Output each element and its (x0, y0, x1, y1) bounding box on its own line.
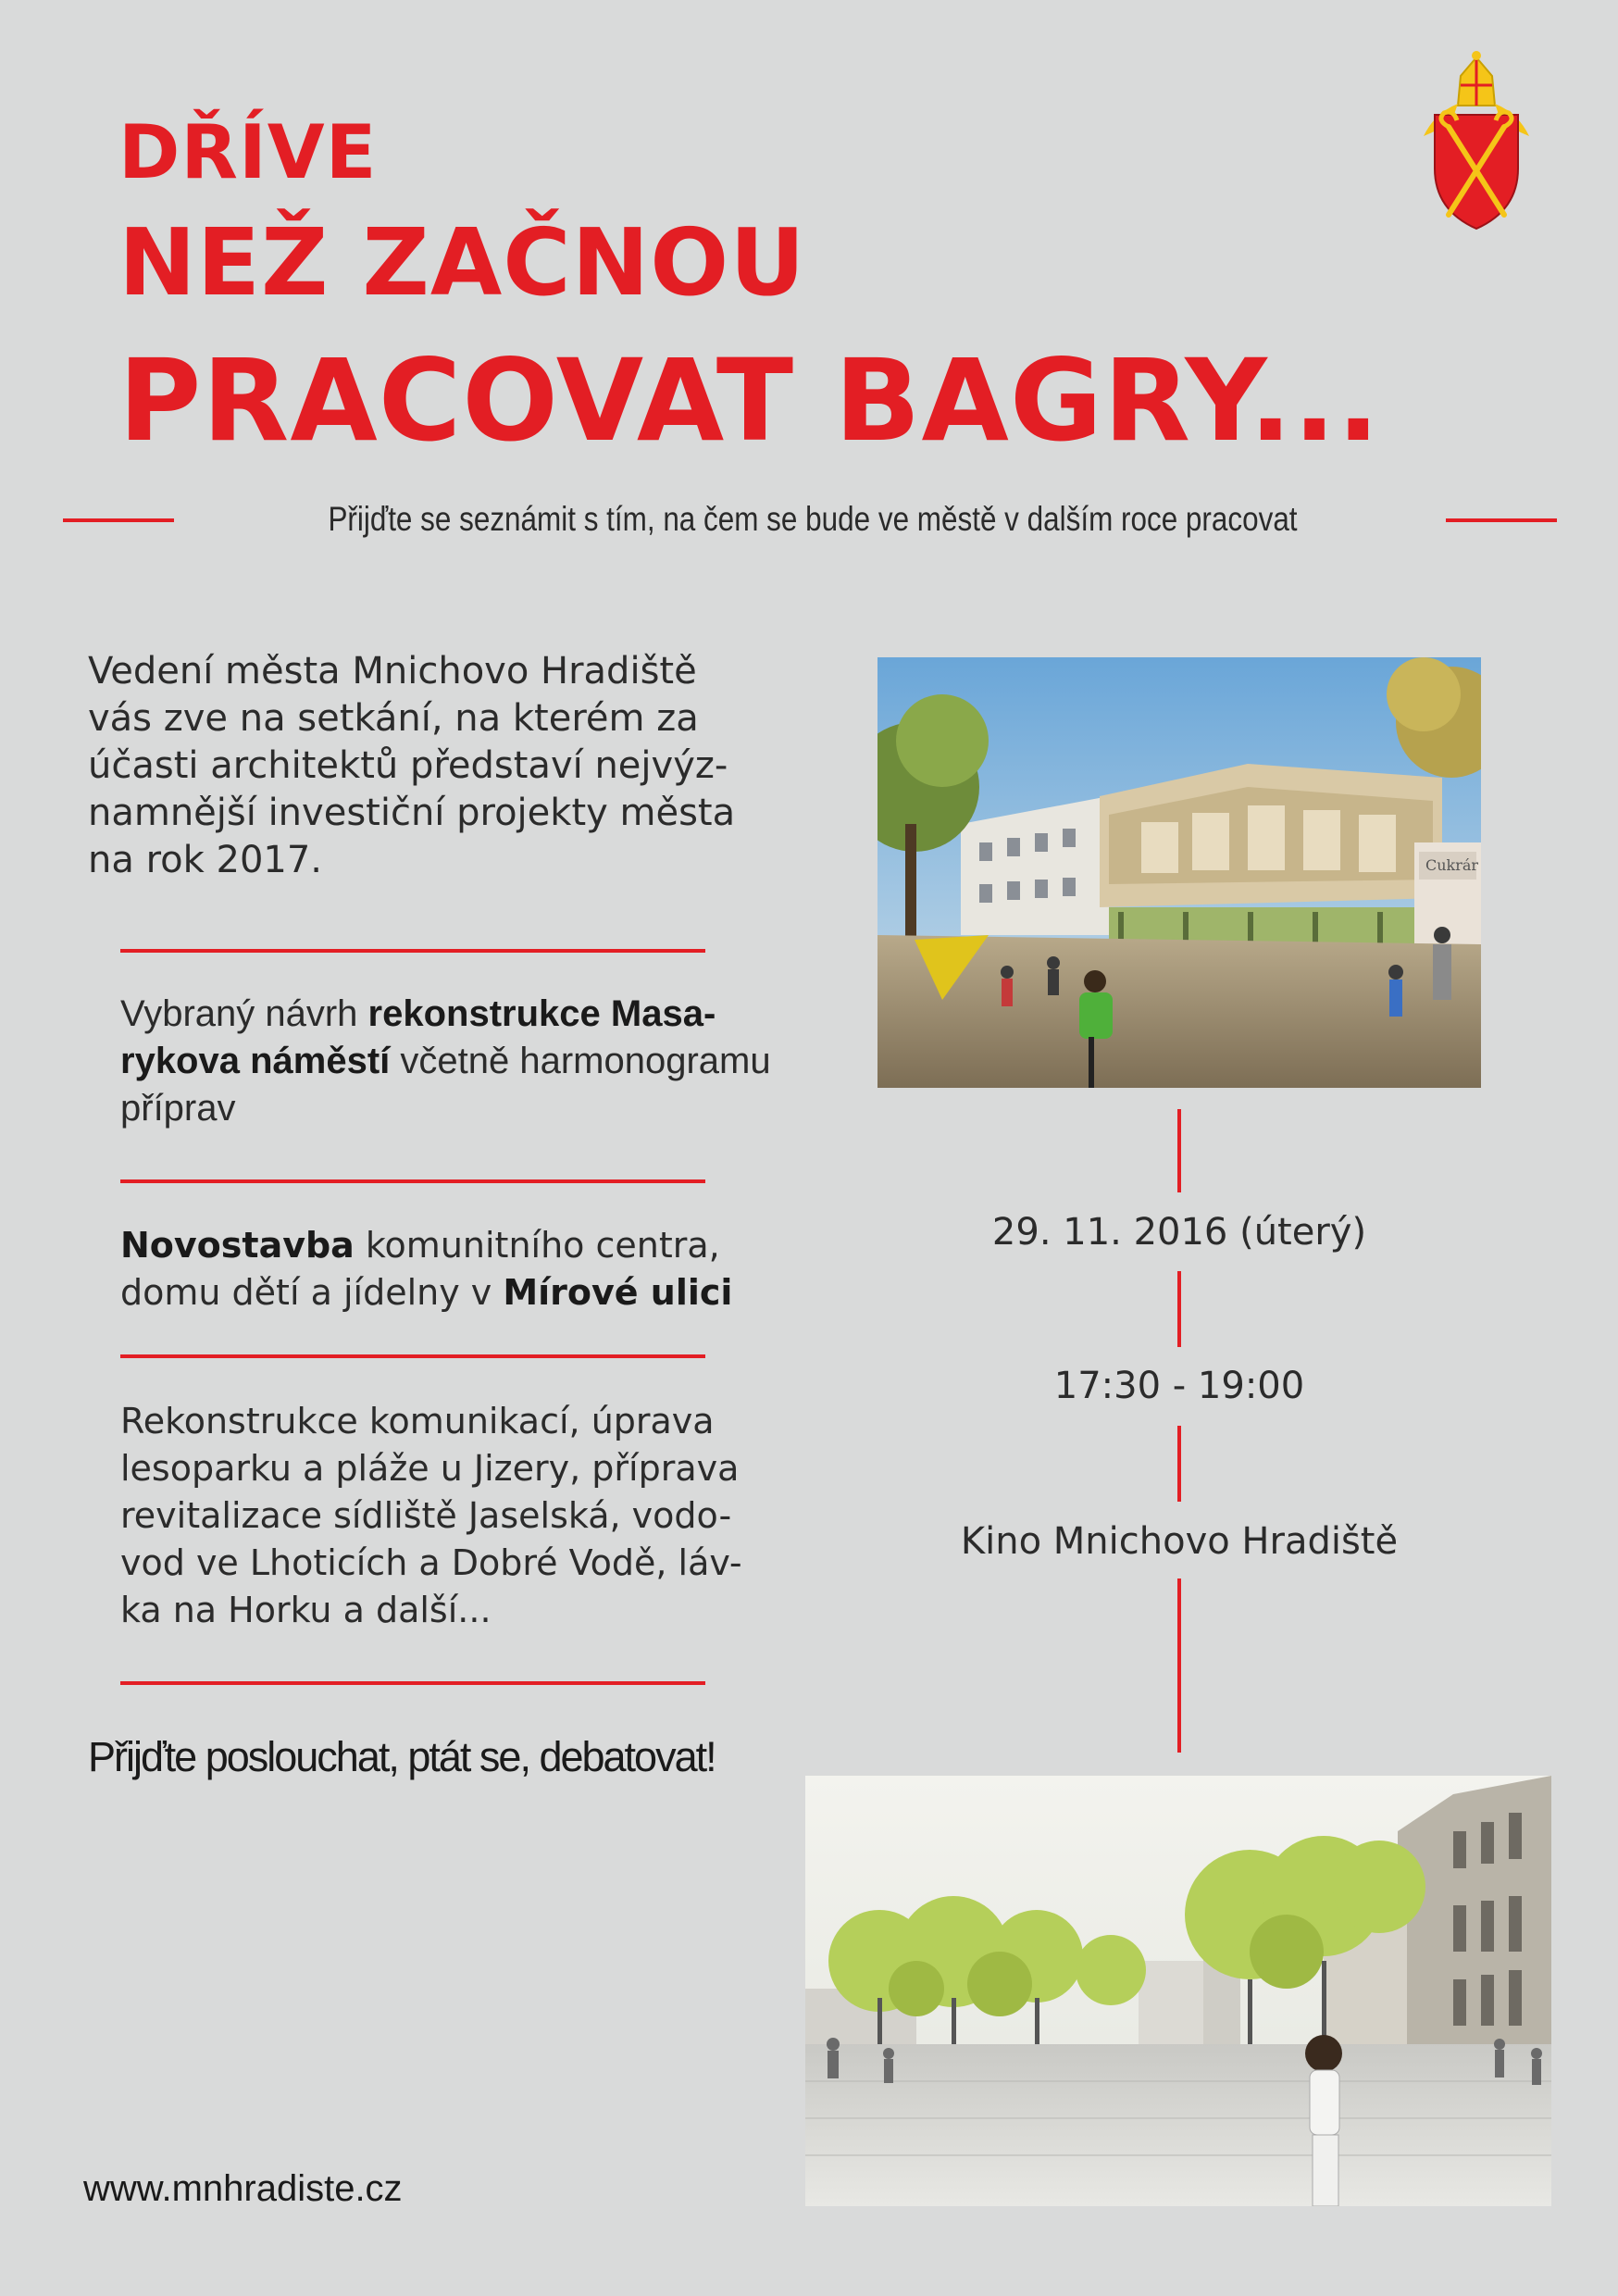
event-date: 29. 11. 2016 (úterý) (991, 1211, 1367, 1254)
coat-of-arms-icon (1416, 48, 1537, 233)
timeline-line (1177, 1109, 1181, 1192)
title-line-3: PRACOVAT BAGRY... (118, 335, 1381, 467)
divider (120, 1179, 705, 1183)
event-place: Kino Mnichovo Hradiště (960, 1520, 1399, 1563)
intro-line: Vedení města Mnichovo Hradiště (88, 650, 697, 693)
call-to-action: Přijďte poslouchat, ptát se, debatovat! (88, 1733, 716, 1780)
title-line-2: NEŽ ZAČNOU (118, 208, 806, 317)
timeline-line (1177, 1271, 1181, 1347)
subtitle-line-left (63, 518, 174, 522)
timeline-line (1177, 1426, 1181, 1502)
masaryk-square-rendering (805, 1776, 1551, 2206)
intro-line: účasti architektů představí nejvýz- (88, 744, 728, 787)
subtitle: Přijďte se seznámit s tím, na čem se bude ve městě v dalším roce pracovat (328, 500, 1298, 538)
project-item-other: Rekonstrukce komunikací, úprava lesoparku a pláže u Jizery, příprava revitalizace sídliště Jaselská, vodo- vod ve Lhoticích a Dobré Vodě, láv- ka na Horku a další... (120, 1401, 742, 1630)
project-item-community-centre: Novostavba komunitního centra, domu dětí a jídelny v Mírové ulici (120, 1225, 733, 1313)
highlight: Mírové ulici (503, 1272, 733, 1313)
highlight: Novostavba (120, 1225, 355, 1266)
divider (120, 949, 705, 953)
project-item-masaryk-square: Vybraný návrh rekonstrukce Masa- rykova náměstí včetně harmonogramu příprav (120, 993, 771, 1129)
title-line-1: DŘÍVE (118, 109, 378, 195)
intro-text (88, 648, 791, 884)
intro-line: vás zve na setkání, na kterém za (88, 697, 699, 740)
timeline-line (1177, 1578, 1181, 1753)
divider (120, 1681, 705, 1685)
intro-line: namnější investiční projekty města (88, 792, 736, 834)
subtitle-line-right (1446, 518, 1557, 522)
website-url[interactable]: www.mnhradiste.cz (83, 2168, 403, 2209)
highlight: rykova náměstí (120, 1041, 391, 1081)
intro-line: na rok 2017. (88, 839, 323, 881)
community-centre-rendering (877, 657, 1481, 1088)
cafe-sign-text: Cukrár (1425, 856, 1479, 874)
event-time: 17:30 - 19:00 (1053, 1365, 1305, 1407)
highlight: rekonstrukce Masa- (367, 993, 716, 1034)
divider (120, 1354, 705, 1358)
